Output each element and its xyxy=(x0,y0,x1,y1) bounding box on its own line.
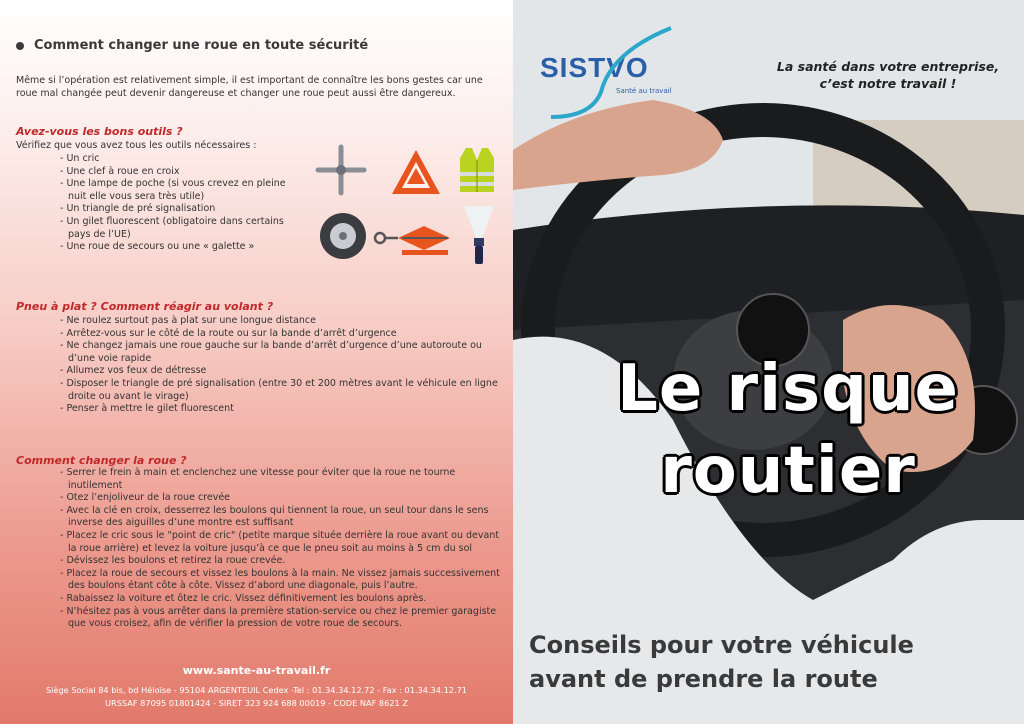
list-item: - Une lampe de poche (si vous crevez en pleine nuit elle vous sera très utile) xyxy=(60,178,286,202)
title-line-1: Le risque xyxy=(617,352,959,426)
intro-text: Même si l’opération est relativement simple, il est important de connaître les bons gestes car une roue mal changée peut devenir dangereuse et changer une roue peut aussi être dangereux. xyxy=(16,75,483,99)
list-item: - Disposer le triangle de pré signalisation (entre 30 et 200 mètres avant le véhicule en ligne droite ou avant le virage) xyxy=(60,377,498,402)
car-jack-icon xyxy=(372,222,460,258)
tools-title: Avez-vous les bons outils ? xyxy=(16,125,183,138)
tagline: La santé dans votre entreprise, c’est notre travail ! xyxy=(776,59,1000,91)
list-item: - Placez la roue de secours et vissez les boulons à la main. Ne vissez jamais successivement des boulons étant côte à côte. Vissez d’abord une diagonale, puis l’autre. xyxy=(60,567,500,592)
flat-list xyxy=(60,315,500,416)
subtitle-line-1: Conseils pour votre véhicule xyxy=(529,631,914,659)
address-line: Siège Social 84 bis, bd Héloïse - 95104 ARGENTEUIL Cedex -Tel : 01.34.34.12.72 - Fax : 01.34.34.12.71 xyxy=(45,685,468,695)
list-item: - Un cric xyxy=(60,153,100,164)
list-item: - Placez le cric sous le "point de cric" (petite marque située derrière la roue avant ou devant la roue arrière) et levez la voiture jusqu’à ce que le pneu soit au moins à 5 cm du sol xyxy=(60,529,500,554)
list-item: - Ne roulez surtout pas à plat sur une longue distance xyxy=(60,315,316,326)
main-heading: Comment changer une roue en toute sécurité xyxy=(16,38,368,53)
list-item: - Une roue de secours ou une « galette » xyxy=(60,241,255,253)
right-panel xyxy=(513,0,1024,724)
tools-list xyxy=(60,153,300,254)
list-item: - Un gilet fluorescent (obligatoire dans certains pays de l’UE) xyxy=(60,215,284,240)
registration-line: URSSAF 87095 01801424 - SIRET 323 924 688 00019 - CODE NAF 8621 Z xyxy=(105,698,408,708)
flat-title: Pneu à plat ? Comment réagir au volant ? xyxy=(16,300,274,313)
logo-swoosh-icon xyxy=(541,22,691,122)
list-item: - N’hésitez pas à vous arrêter dans la première station-service ou chez le premier garagiste que vous croisez, afin de vérifier la pression de votre roue de secours. xyxy=(60,605,497,630)
flashlight-icon xyxy=(462,204,496,266)
change-title: Comment changer la roue ? xyxy=(16,454,187,467)
safety-vest-icon xyxy=(458,146,496,194)
list-item: - Avec la clé en croix, desserrez les boulons qui tiennent la roue, un seul tour dans le sens inverse des aiguilles d’une montre est suffisant xyxy=(60,504,489,529)
warning-triangle-icon xyxy=(390,148,442,196)
subtitle-line-2: avant de prendre la route xyxy=(529,665,878,693)
list-item: - Otez l’enjoliveur de la roue crevée xyxy=(60,492,231,504)
cross-wrench-icon xyxy=(314,143,368,197)
list-item: - Allumez vos feux de détresse xyxy=(60,365,207,377)
list-item: - Dévissez les boulons et retirez la roue crevée. xyxy=(60,555,286,567)
website-link[interactable]: www.sante-au-travail.fr xyxy=(182,664,331,677)
list-item: - Rabaissez la voiture et ôtez le cric. Vissez définitivement les boulons après. xyxy=(60,592,427,604)
change-list xyxy=(60,467,500,631)
tools-lead: Vérifiez que vous avez tous les outils nécessaires : xyxy=(16,140,257,151)
logo: SISTVO xyxy=(540,52,649,83)
list-item: - Penser à mettre le gilet fluorescent xyxy=(60,403,234,415)
list-item: - Arrêtez-vous sur le côté de la route ou sur la bande d’arrêt d’urgence xyxy=(60,327,397,339)
spare-wheel-icon xyxy=(318,211,368,261)
title-line-2: routier xyxy=(660,434,916,508)
bullet-icon xyxy=(16,42,24,50)
logo-subtitle: Santé au travail xyxy=(616,87,672,95)
list-item: - Ne changez jamais une roue gauche sur la bande d’arrêt d’urgence d’une autoroute ou d’une voie rapide xyxy=(60,340,482,364)
list-item: - Serrer le frein à main et enclenchez une vitesse pour éviter que la roue ne tourne inutilement xyxy=(60,467,456,491)
list-item: - Une clef à roue en croix xyxy=(60,165,180,177)
list-item: - Un triangle de pré signalisation xyxy=(60,203,216,215)
